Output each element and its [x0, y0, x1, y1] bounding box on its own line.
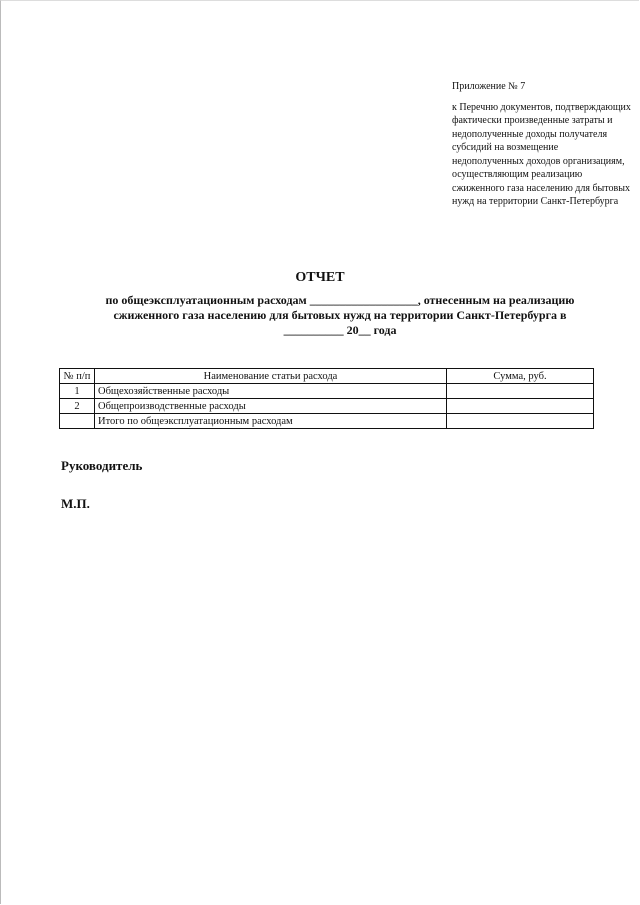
- report-subtitle-line3: __________ 20__ года: [283, 323, 397, 337]
- appendix-heading: Приложение № 7: [452, 81, 526, 92]
- table-total-row: [60, 414, 594, 429]
- report-subtitle-line2: сжиженного газа населению для бытовых нужд на территории Санкт-Петербурга в: [113, 308, 567, 322]
- appendix-text: к Перечню документов, подтверждающих фактически произведенные затраты и недополученные доходы получателя субсидий на возмещение недополученных доходов организациям, осуществляющим реализацию сжиженного газа населению для бытовых нужд на территории Санкт-Петербурга: [452, 101, 631, 207]
- header-expense-name: Наименование статьи расхода: [95, 369, 447, 384]
- row-sum: [447, 384, 594, 399]
- report-subtitle-line1: по общеэксплуатационным расходам __________________, отнесенным на реализацию: [105, 293, 575, 307]
- report-subtitle: [60, 293, 620, 338]
- report-title: ОТЧЕТ: [295, 270, 345, 285]
- row-number: 1: [60, 384, 95, 399]
- row-expense-name: Общехозяйственные расходы: [95, 384, 447, 399]
- stamp-place: М.П.: [61, 496, 90, 511]
- header-number: № п/п: [60, 369, 95, 384]
- table-row: [60, 384, 594, 399]
- row-sum: [447, 399, 594, 414]
- total-label: Итого по общеэксплуатационным расходам: [95, 414, 447, 429]
- total-sum: [447, 414, 594, 429]
- row-number: 2: [60, 399, 95, 414]
- appendix-note: [452, 80, 632, 209]
- signature-head: Руководитель: [61, 458, 143, 473]
- row-expense-name: Общепроизводственные расходы: [95, 399, 447, 414]
- table-row: [60, 399, 594, 414]
- total-number: [60, 414, 95, 429]
- header-sum: Сумма, руб.: [447, 369, 594, 384]
- expense-table: [59, 368, 594, 429]
- table-header-row: [60, 369, 594, 384]
